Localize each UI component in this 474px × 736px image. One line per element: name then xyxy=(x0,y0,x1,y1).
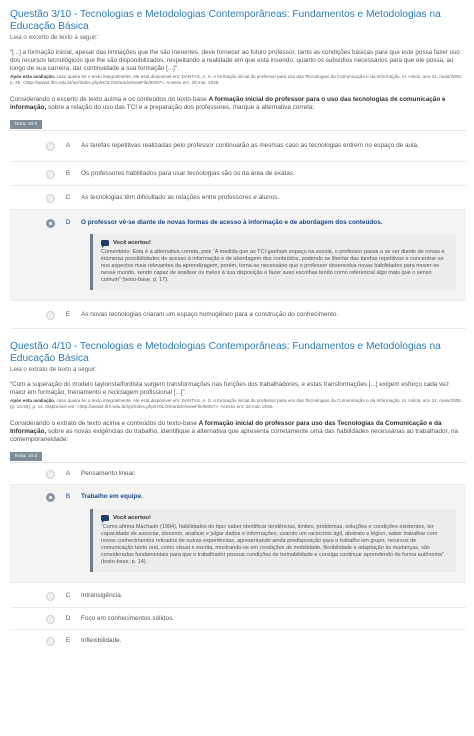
radio-button[interactable] xyxy=(46,470,55,479)
feedback-header xyxy=(101,515,448,521)
radio-button-selected[interactable] xyxy=(46,493,55,502)
feedback-header xyxy=(101,240,448,246)
option-letter: C xyxy=(65,592,71,600)
option-letter: C xyxy=(65,194,71,201)
question-subtitle: Leia o excerto de texto a seguir: xyxy=(10,34,99,41)
feedback-text: Comentário: Esta é a alternativa correta, pois “A medida que as TCI ganham espaço na escola, o professor passa a se ver diante de novas e inúmeras possibilidades de acesso à informação e de abordagem dos conteúdos, podendo se libertar das tarefas repetitivas e concentrar-se nos aspectos mais relevantes da aprendizagem, porém, torna-se necessário que o professor desenvolva novas habilidades para mover-se nesse mundo, sendo capaz de analisar os meios à sua disposição e fazer suas escolhas tendo como referencial algo mais que o senso comum” (texto-base, p. 17). xyxy=(101,249,445,283)
score-badge: Nota: 10.0 xyxy=(10,120,42,129)
option-text: O professor vê-se diante de novas formas de acesso à informação e de abordagem dos conteúdos. xyxy=(81,219,383,226)
question-subtitle: Leia o extrato de texto a seguir: xyxy=(10,366,97,373)
chat-bubble-icon xyxy=(101,515,109,521)
option-d[interactable] xyxy=(10,608,466,630)
option-a[interactable] xyxy=(10,463,466,485)
question-title: Questão 4/10 - Tecnologias e Metodologias Contemporâneas: Fundamentos e Metodologias na Educação Básica xyxy=(10,341,441,364)
radio-button[interactable] xyxy=(46,311,55,320)
option-d[interactable] xyxy=(10,210,466,232)
option-text: Inflexibilidade. xyxy=(81,637,122,645)
option-letter: A xyxy=(65,142,71,149)
question-3 xyxy=(10,9,466,329)
feedback-panel xyxy=(10,507,466,583)
question-prompt xyxy=(10,420,466,445)
prompt-tail: sobre a relação do uso das TCI e a preparação dos professores, marque a alternativa correta: xyxy=(46,103,315,111)
option-text: Pensamento linear. xyxy=(81,470,136,478)
score-badge: Nota: 10.0 xyxy=(10,452,42,461)
radio-button[interactable] xyxy=(46,170,55,179)
feedback-panel xyxy=(10,232,466,301)
radio-button[interactable] xyxy=(46,592,55,601)
feedback-box xyxy=(90,234,456,290)
reference-text: caso queira ler o texto integralmente, ele está disponível em: DANTAS, A. S. A formação inicial do professor para uso das Tecnologias da Comunicação e da Informação. In: Holos, ano 21, maio/2005, p. 25. <http://www2.ifrn.edu.br/ojs/index.php/HOLOS/article/viewFile/50/57>. Acesso em: 29 mar. 2020. xyxy=(10,74,463,85)
option-text: As tarefas repetitivas realizadas pelo professor continuarão as mesmas caso as tecnologias entrem no espaço de aula. xyxy=(81,142,419,149)
reference-text: caso queira ler o texto integralmente, ele está disponível em: DANTAS, A. S. A formação inicial do professor para uso das Tecnologias da Comunicação e da Informação. In: Holos, ano 21, maio/2005. (p. 13-26), p. 14. Disponível em: <http://www2.ifrn.edu.br/ojs/index.php/HOLOS/article/viewFile/50/57>. Acesso em: 25 mar. 2020. xyxy=(10,398,463,409)
option-letter: E xyxy=(65,637,71,645)
reference-lead: Após esta avaliação, xyxy=(10,74,56,79)
option-a[interactable] xyxy=(10,131,466,162)
radio-button[interactable] xyxy=(46,194,55,203)
question-quote: “[...] a formação inicial, apesar das limitações que lhe são inerentes, deve fornecer ao futuro professor, tanto as condições básicas para que este possa fazer uso dos recursos tecnológicos que lhe são disponibilizados, respeitando a realidade em que está inserido, quanto os subsídios necessários para que ele possa, ao longo de sua carreira, dar continuidade a sua formação [...]”. xyxy=(10,49,460,72)
options-list xyxy=(10,462,466,652)
options-list xyxy=(10,130,466,329)
radio-button[interactable] xyxy=(46,637,55,646)
option-e[interactable] xyxy=(10,630,466,652)
prompt-emphasis: A formação inicial do professor para o uso das tecnologias de comunicação e informação, xyxy=(10,95,446,111)
option-text: Os professores habilitados para usar tecnologias são os da área de exatas. xyxy=(81,170,295,177)
option-text: As tecnologias têm dificultado as relações entre professores e alunos. xyxy=(81,194,280,201)
radio-button[interactable] xyxy=(46,615,55,624)
radio-button-selected[interactable] xyxy=(46,219,55,228)
question-title: Questão 3/10 - Tecnologias e Metodologias Contemporâneas: Fundamentos e Metodologias na Educação Básica xyxy=(10,9,441,32)
question-quote: “Com a superação do modelo taylorista/fordista surgem transformações nas funções dos trabalhadores, e estas transformações [...] exigem esforço cada vez maior em formação, treinamento e reciclagem profissional [...]”. xyxy=(10,381,449,396)
radio-button[interactable] xyxy=(46,142,55,151)
option-c[interactable] xyxy=(10,583,466,608)
feedback-box xyxy=(90,509,456,572)
option-letter: B xyxy=(65,493,71,501)
section-spacer xyxy=(10,329,466,341)
prompt-emphasis: A formação inicial do professor para uso das Tecnologias da Comunicação e da Informação, xyxy=(10,419,442,435)
option-letter: B xyxy=(65,170,71,177)
feedback-title: Você acertou! xyxy=(113,515,151,522)
option-letter: D xyxy=(65,219,71,226)
option-letter: D xyxy=(65,615,71,623)
reference-lead: Após esta avaliação, xyxy=(10,398,56,403)
quiz-review xyxy=(10,0,466,652)
option-text: Foco em conhecimentos sólidos. xyxy=(81,615,175,623)
question-prompt xyxy=(10,96,466,112)
option-b[interactable] xyxy=(10,485,466,507)
option-text: Intransigência. xyxy=(81,592,123,600)
question-reference xyxy=(10,398,466,410)
option-b[interactable] xyxy=(10,162,466,186)
option-letter: E xyxy=(65,311,71,318)
option-e[interactable] xyxy=(10,301,466,329)
feedback-title: Você acertou! xyxy=(113,240,151,246)
option-letter: A xyxy=(65,470,71,478)
prompt-lead: Considerando o excerto de texto acima e os conteúdos do texto-base xyxy=(10,95,209,103)
chat-bubble-icon xyxy=(101,240,109,246)
option-c[interactable] xyxy=(10,186,466,210)
question-4 xyxy=(10,341,466,652)
feedback-text: “Como afirma Machado (1994), habilidades do tipo: saber identificar tendências, limites, problemas, soluções e condições existentes, ter capacidade de associar, discernir, analisar e julgar dados e informações, usando um raciocínio ágil, abstrato e lógico, saber trabalhar com novos conhecimentos retirados de outras experiências, apresentando ainda predisposição para o trabalho em grupo, recursos de comunicação tanto oral, como visual e escrita, mostrando-se em condições de mobilidade, flexibilidade e adaptação às mudanças, são consideradas fundamentais para que o trabalhador possua condições de treinabilidade e consiga continuar aprendendo de forma autônoma” (texto-base, p. 14). xyxy=(101,524,445,566)
prompt-tail: sobre as novas exigências do trabalho, identifique a alternativa que apresenta corretamente uma das habilidades necessárias ao trabalhador, na contemporaneidade: xyxy=(10,427,458,443)
option-text: As novas tecnologias criaram um espaço homogêneo para a construção do conhecimento. xyxy=(81,311,339,318)
prompt-lead: Considerando o extrato de texto acima e conteúdos do texto-base xyxy=(10,419,199,427)
option-text: Trabalho em equipe. xyxy=(81,493,143,501)
question-reference xyxy=(10,74,466,86)
